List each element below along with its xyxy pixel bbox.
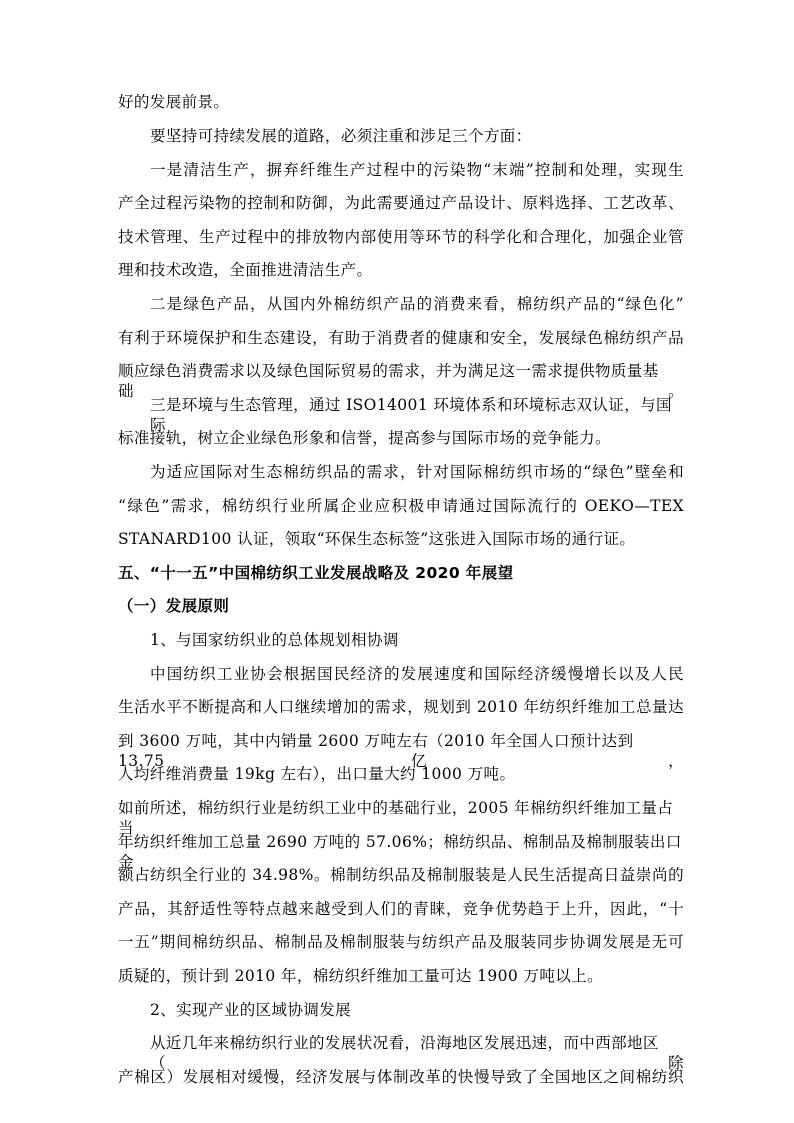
paragraph-line: 产棉区）发展相对缓慢，经济发展与体制改革的快慢导致了全国地区之间棉纺织 — [118, 1068, 684, 1086]
paragraph-line: 要坚持可持续发展的道路，必须注重和涉足三个方面： — [150, 127, 532, 145]
section-heading: 五、“十一五”中国棉纺织工业发展战略及 2020 年展望 — [118, 564, 514, 582]
paragraph-line: 如前所述，棉纺织行业是纺织工业中的基础行业，2005 年棉纺织纤维加工量占当 — [118, 799, 674, 837]
paragraph-line: 质疑的，预计到 2010 年，棉纺织纤维加工量可达 1900 万吨以上。 — [118, 967, 604, 985]
paragraph-line: 好的发展前景。 — [118, 93, 230, 111]
paragraph-line: “绿色”需求，棉纺织行业所属企业应积极申请通过国际流行的 OEKO—TEX — [118, 497, 684, 515]
paragraph-line: 生活水平不断提高和人口继续增加的需求，规划到 2010 年纺织纤维加工总量达 — [118, 698, 684, 716]
paragraph-line: 标准接轨，树立企业绿色形象和信誉，提高参与国际市场的竞争能力。 — [118, 429, 611, 447]
paragraph-line: 二是绿色产品，从国内外棉纺织产品的消费来看，棉纺织产品的“绿色化” — [150, 295, 684, 313]
paragraph-line: 产品，其舒适性等特点越来越受到人们的青睐，竞争优势趋于上升，因此，“十 — [118, 900, 684, 918]
item-heading: 2、实现产业的区域协调发展 — [150, 1001, 352, 1019]
paragraph-line: 到 3600 万吨，其中内销量 2600 万吨左右（2010 年全国人口预计达到 13.75 亿， — [118, 732, 684, 770]
paragraph-line: 年纺织纤维加工总量 2690 万吨的 57.06%；棉纺织品、棉制品及棉制服装出口金 — [118, 833, 682, 871]
paragraph-line: 额占纺织全行业的 34.98%。棉制纺织品及棉制服装是人民生活提高日益崇尚的 — [118, 866, 684, 884]
paragraph-line: STANARD100 认证，领取“环保生态标签”这张进入国际市场的通行证。 — [118, 530, 636, 548]
paragraph-line: 一是清洁生产，摒弃纤维生产过程中的污染物“末端”控制和处理，实现生 — [150, 161, 684, 179]
paragraph-line: 顺应绿色消费需求以及绿色国际贸易的需求，并为满足这一需求提供物质量基础。 — [118, 362, 684, 400]
paragraph-line: 中国纺织工业协会根据国民经济的发展速度和国际经济缓慢增长以及人民 — [150, 665, 684, 683]
paragraph-line: 有利于环境保护和生态建设，有助于消费者的健康和安全，发展绿色棉纺织产品 — [118, 329, 684, 347]
paragraph-line: 为适应国际对生态棉纺织品的需求，针对国际棉纺织市场的“绿色”壁垒和 — [150, 463, 684, 481]
paragraph-line: 理和技术改造，全面推进清洁生产。 — [118, 261, 373, 279]
paragraph-line: 人均纤维消费量 19kg 左右），出口量大约 1000 万吨。 — [118, 765, 516, 783]
paragraph-line: 技术管理、生产过程中的排放物内部使用等环节的科学化和合理化，加强企业管 — [118, 228, 684, 246]
item-heading: 1、与国家纺织业的总体规划相协调 — [150, 631, 399, 649]
paragraph-line: 从近几年来棉纺织行业的发展状况看，沿海地区发展迅速，而中西部地区（除 — [150, 1034, 684, 1072]
paragraph-line: 一五”期间棉纺织品、棉制品及棉制服装与纺织产品及服装同步协调发展是无可 — [118, 933, 684, 951]
paragraph-line: 三是环境与生态管理，通过 ISO14001 环境体系和环境标志双认证，与国际 — [150, 396, 672, 434]
subsection-heading: （一）发展原则 — [118, 597, 230, 615]
paragraph-line: 产全过程污染物的控制和防御，为此需要通过产品设计、原料选择、工艺改革、 — [118, 194, 684, 212]
